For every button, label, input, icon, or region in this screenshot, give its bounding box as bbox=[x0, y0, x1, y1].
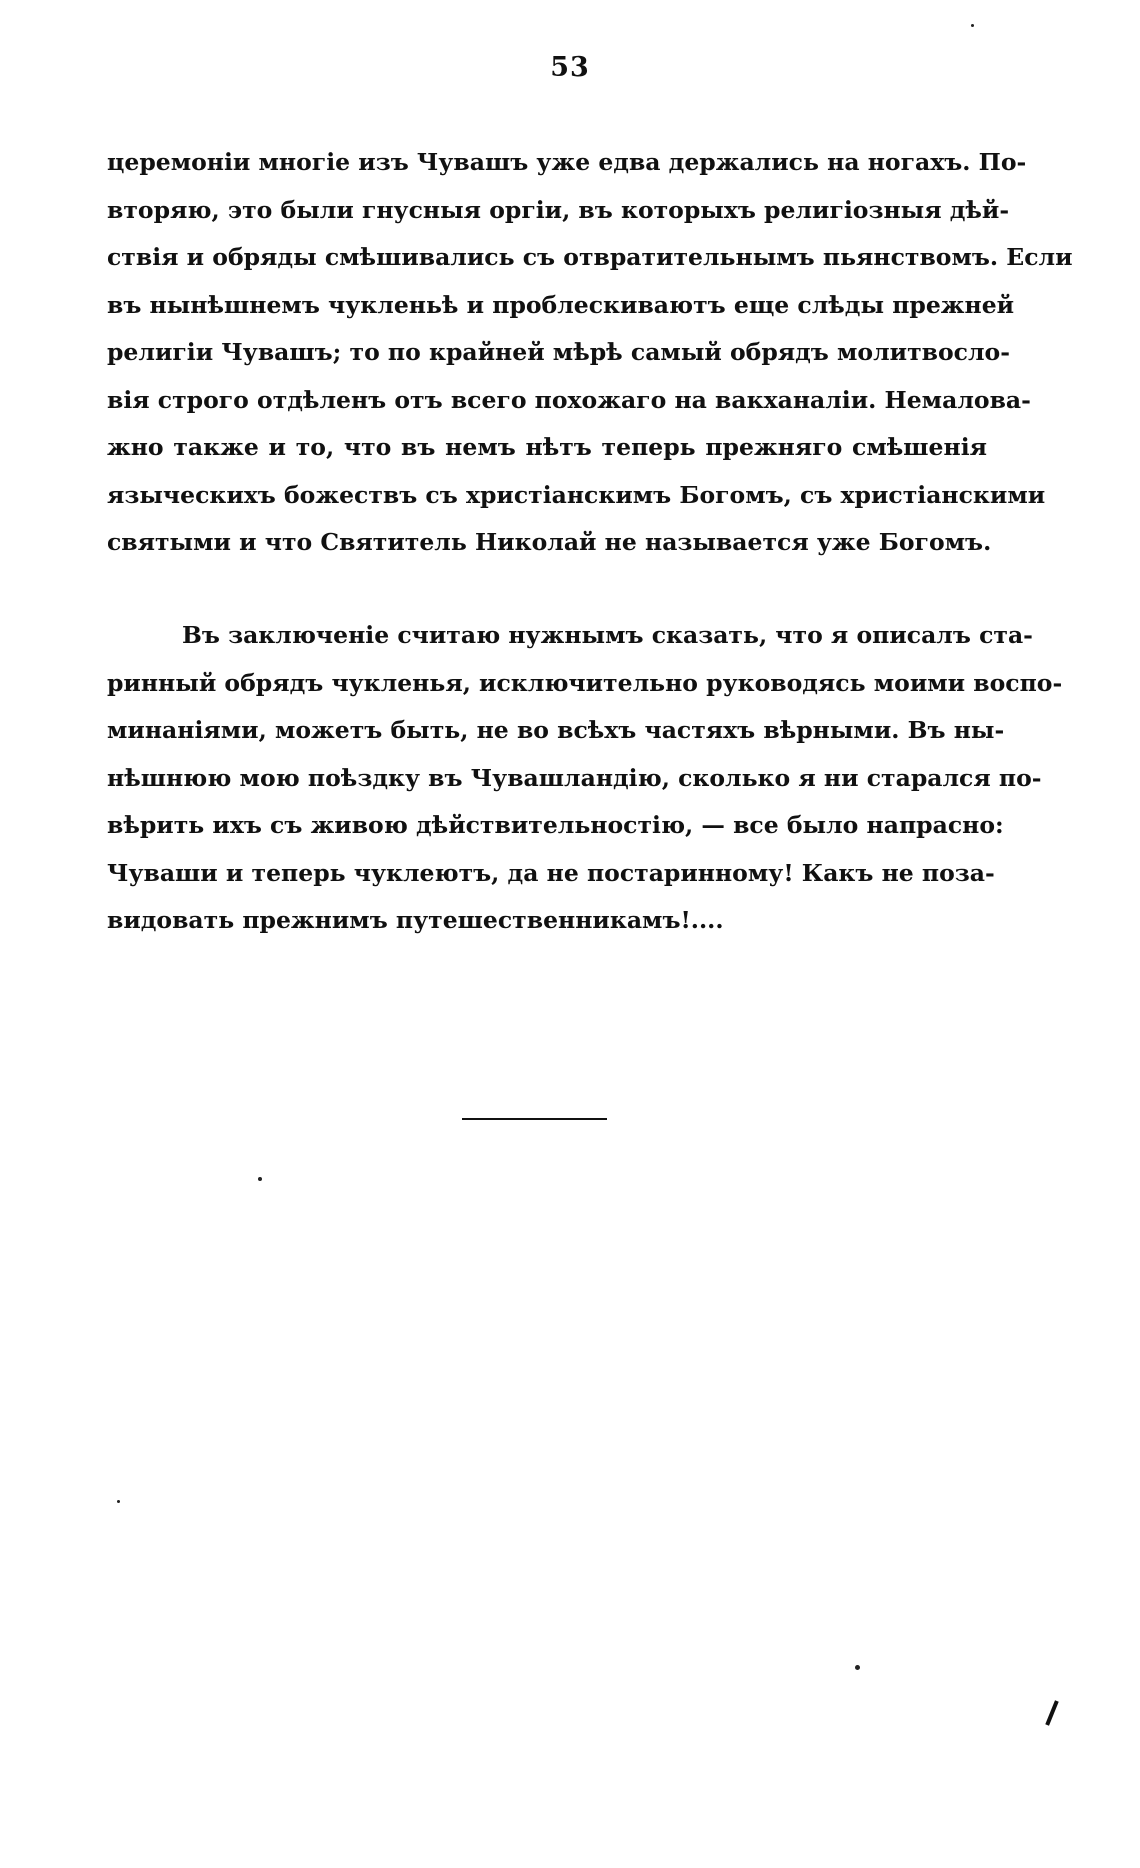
text-line: жно также и то, что въ немъ нѣтъ теперь прежняго смѣшенія bbox=[107, 433, 987, 461]
scan-mark bbox=[1045, 1700, 1058, 1726]
text-line: вія строго отдѣленъ отъ всего похожаго на вакханаліи. Немалова- bbox=[107, 385, 1031, 414]
page-number: 53 bbox=[550, 52, 590, 83]
scan-speck bbox=[258, 1177, 262, 1181]
text-line: языческихъ божествъ съ христіанскимъ Богомъ, съ христіанскими bbox=[107, 480, 1046, 509]
text-line: нѣшнюю мою поѣздку въ Чувашландію, сколько я ни старался по- bbox=[107, 763, 1042, 792]
text-line: минаніями, можетъ быть, не во всѣхъ частяхъ вѣрными. Въ ны- bbox=[107, 716, 1005, 744]
paragraph-2 bbox=[107, 612, 1063, 945]
scan-speck bbox=[971, 24, 974, 27]
text-line: въ нынѣшнемъ чукленьѣ и проблескиваютъ еще слѣды прежней bbox=[107, 290, 1015, 319]
text-line: вторяю, это были гнусныя оргіи, въ которыхъ религіозныя дѣй- bbox=[107, 195, 1010, 224]
paragraph-1 bbox=[107, 139, 1073, 567]
text-line: видовать прежнимъ путешественникамъ!.... bbox=[107, 906, 724, 934]
text-line: святыми и что Святитель Николай не называется уже Богомъ. bbox=[107, 528, 992, 556]
text-line: Въ заключеніе считаю нужнымъ сказать, что я описалъ ста- bbox=[182, 621, 1033, 649]
text-line: вѣрить ихъ съ живою дѣйствительностію, — все было напрасно: bbox=[107, 811, 1004, 839]
text-line: религіи Чувашъ; то по крайней мѣрѣ самый обрядъ молитвосло- bbox=[107, 338, 1010, 366]
text-line: ствія и обряды смѣшивались съ отвратительнымъ пьянствомъ. Если bbox=[107, 243, 1073, 271]
scan-speck bbox=[117, 1500, 120, 1503]
scan-speck bbox=[855, 1665, 860, 1670]
text-line: ринный обрядъ чукленья, исключительно руководясь моими воспо- bbox=[107, 668, 1063, 697]
section-divider-rule bbox=[462, 1118, 607, 1120]
text-line: Чуваши и теперь чуклеютъ, да не постаринному! Какъ не поза- bbox=[107, 858, 995, 887]
text-line: церемоніи многіе изъ Чувашъ уже едва держались на ногахъ. По- bbox=[107, 148, 1027, 176]
